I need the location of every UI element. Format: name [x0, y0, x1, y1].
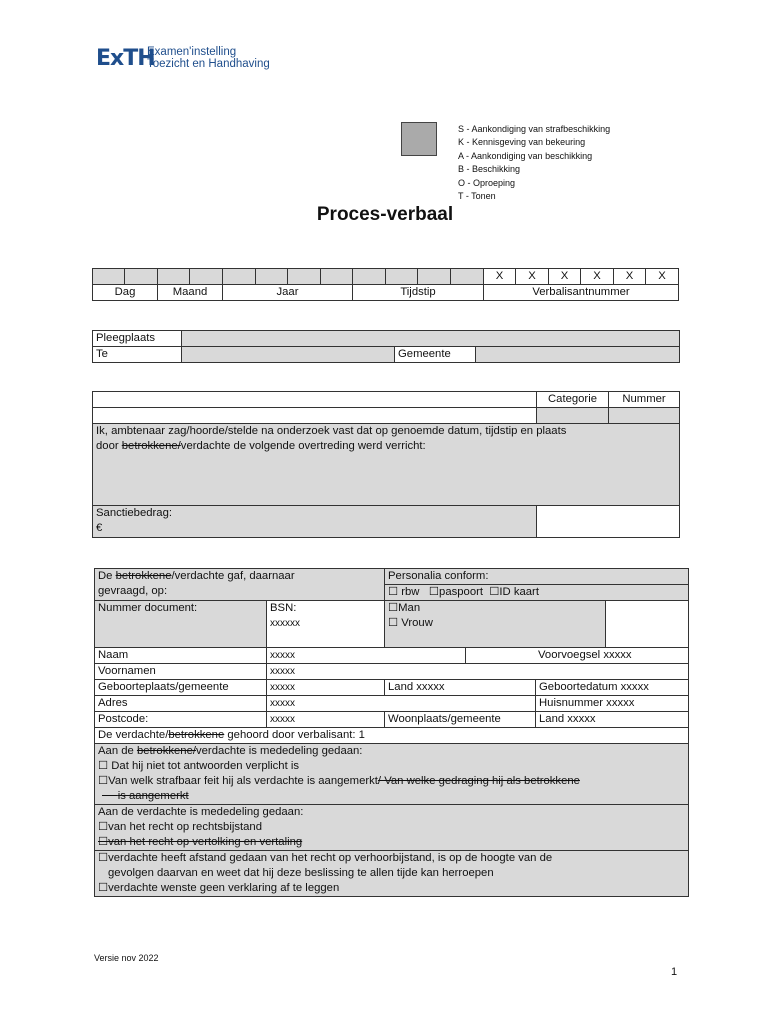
time-cell[interactable] [418, 269, 451, 285]
label-voornamen: Voornamen [95, 664, 267, 680]
adres-value[interactable]: xxxxx [267, 696, 536, 712]
logo-line-2: Toezicht en Handhaving [147, 58, 270, 70]
naam-value[interactable]: xxxxx [267, 648, 466, 664]
sanctiebedrag-value[interactable] [537, 506, 680, 538]
offense-header-blank [93, 392, 537, 408]
date-cell[interactable] [190, 269, 223, 285]
version-footer: Versie nov 2022 [94, 953, 159, 963]
date-table [92, 268, 679, 301]
te-field[interactable] [182, 347, 395, 363]
statement-line-1: Ik, ambtenaar zag/hoorde/stelde na onderzoek vast dat op genoemde datum, tijdstip en plaats [96, 425, 567, 437]
mededeling-head-1 [98, 744, 685, 759]
item-text: is aangemerkt [117, 790, 189, 802]
checkbox-vrouw[interactable]: ☐ Vrouw [388, 617, 433, 629]
label-naam: Naam [95, 648, 267, 664]
label-maand: Maand [158, 285, 223, 301]
date-cell[interactable] [256, 269, 288, 285]
checkbox-id-kaart[interactable]: ☐ID kaart [489, 586, 539, 598]
nummer-field[interactable] [609, 408, 680, 424]
huisnummer-value[interactable]: Huisnummer xxxxx [536, 696, 689, 712]
intro-line-2: gevraagd, op: [98, 585, 168, 597]
strike-text: betrokkene/ [136, 745, 196, 757]
strike-text: betrokkene/ [121, 440, 181, 452]
label-categorie: Categorie [537, 392, 609, 408]
label-postcode: Postcode: [95, 712, 267, 728]
date-cell[interactable] [93, 269, 125, 285]
logo-text [147, 46, 270, 70]
checkbox-paspoort[interactable]: ☐paspoort [428, 586, 483, 598]
mededeling-head-2: Aan de verdachte is mededeling gedaan: [98, 806, 304, 818]
head-text: Aan de [98, 745, 137, 757]
officer-digit: X [516, 269, 549, 285]
label-nummer-document: Nummer document: [95, 601, 267, 648]
afstand-section [95, 851, 689, 897]
gehoord-row [95, 728, 689, 744]
land-value-1[interactable]: Land xxxxx [385, 680, 536, 696]
checkbox-rechtsbijstand[interactable]: ☐van het recht op rechtsbijstand [98, 821, 262, 833]
logo-mark: ExTH [96, 46, 155, 71]
label-voorvoegsel[interactable]: Voorvoegsel xxxxx [466, 648, 689, 664]
gehoord-text: De verdachte/ [98, 729, 169, 741]
afstand-line-2: gevolgen daarvan en weet dat hij deze beslissing te allen tijde kan herroepen [108, 867, 494, 879]
strike-text: betrokkene [115, 570, 172, 582]
checkbox-rbw[interactable]: ☐ rbw [388, 586, 420, 598]
legend-item: S - Aankondiging van strafbeschikking [458, 124, 611, 134]
checkbox-niet-verplicht[interactable]: ☐ Dat hij niet tot antwoorden verplicht is [98, 760, 300, 772]
checkbox-geen-verklaring[interactable]: ☐verdachte wenste geen verklaring af te leggen [98, 882, 340, 894]
label-tijdstip: Tijdstip [353, 285, 484, 301]
intro-text: /verdachte gaf, daarnaar [171, 570, 295, 582]
gemeente-field[interactable] [476, 347, 680, 363]
label-sanctiebedrag: Sanctiebedrag: [96, 507, 172, 519]
time-cell[interactable] [451, 269, 484, 285]
officer-digit: X [646, 269, 679, 285]
item-text: ☐Van welk strafbaar feit hij als verdachte is aangemerkt [98, 775, 378, 787]
land-value-2[interactable]: Land xxxxx [536, 712, 689, 728]
officer-digit: X [581, 269, 614, 285]
statement-text: door [96, 440, 122, 452]
strike-text [98, 789, 685, 804]
head-text: verdachte is mededeling gedaan: [196, 745, 363, 757]
label-geboorteplaats: Geboorteplaats/gemeente [95, 680, 267, 696]
legend-item: K - Kennisgeving van bekeuring [458, 137, 586, 148]
label-personalia: Personalia conform: [385, 569, 689, 585]
officer-digit: X [484, 269, 516, 285]
label-dag: Dag [93, 285, 158, 301]
postcode-value[interactable]: xxxxx [267, 712, 385, 728]
label-te: Te [93, 347, 182, 363]
date-cell[interactable] [125, 269, 158, 285]
code-box[interactable] [401, 122, 437, 156]
personalia-options [385, 585, 689, 601]
time-cell[interactable] [353, 269, 386, 285]
label-verbalisantnummer: Verbalisantnummer [484, 285, 679, 301]
mededeling-section-2 [95, 805, 689, 851]
geboorteplaats-value[interactable]: xxxxx [267, 680, 385, 696]
woonplaats-value[interactable]: Woonplaats/gemeente [385, 712, 536, 728]
page-number: 1 [671, 966, 678, 978]
gehoord-text: gehoord door verbalisant: 1 [224, 729, 365, 741]
label-pleegplaats: Pleegplaats [93, 331, 182, 347]
legend-item: O - Oproeping [458, 177, 516, 188]
checkbox-vertolking[interactable]: ☐van het recht op vertolking en vertaling [98, 836, 303, 848]
date-cell[interactable] [321, 269, 353, 285]
intro-text: De [98, 570, 116, 582]
offense-field[interactable] [93, 408, 537, 424]
label-jaar: Jaar [223, 285, 353, 301]
label-adres: Adres [95, 696, 267, 712]
time-cell[interactable] [386, 269, 418, 285]
geboortedatum-value[interactable]: Geboortedatum xxxxx [536, 680, 689, 696]
offense-table [92, 391, 680, 538]
bsn-value: xxxxxx [270, 618, 300, 629]
officer-digit: X [549, 269, 581, 285]
person-table [94, 568, 689, 897]
checkbox-afstand[interactable]: ☐verdachte heeft afstand gedaan van het recht op verhoorbijstand, is op de hoogte van de [98, 852, 553, 864]
statement-line-2 [96, 439, 676, 454]
label-gemeente: Gemeente [395, 347, 476, 363]
legend-item: B - Beschikking [458, 164, 521, 175]
sanctiebedrag-field[interactable] [93, 506, 537, 538]
checkbox-strafbaar-feit[interactable] [98, 774, 685, 789]
bsn-cell[interactable] [267, 601, 385, 648]
page-title: Proces-verbaal [316, 204, 454, 225]
categorie-field[interactable] [537, 408, 609, 424]
date-cell[interactable] [223, 269, 256, 285]
gender-cell [385, 601, 606, 648]
place-table [92, 330, 680, 363]
logo-line-1: Examen'instelling [147, 46, 237, 58]
label-nummer: Nummer [609, 392, 680, 408]
statement-text: verdachte de volgende overtreding werd verricht: [180, 440, 426, 452]
checkbox-man[interactable]: ☐Man [388, 602, 421, 614]
legend-item: A - Aankondiging van beschikking [458, 150, 593, 161]
gender-extra[interactable] [606, 601, 689, 648]
pleegplaats-field[interactable] [182, 331, 680, 347]
intro-line-1 [98, 569, 381, 584]
label-bsn: BSN: [270, 602, 297, 614]
offense-statement[interactable] [93, 424, 680, 506]
legend-item: T - Tonen [458, 191, 496, 202]
voornamen-value[interactable]: xxxxx [267, 664, 689, 680]
strike-text: / Van welke gedraging hij als betrokkene [377, 775, 580, 787]
euro-symbol: € [96, 522, 103, 534]
date-cell[interactable] [288, 269, 321, 285]
officer-digit: X [614, 269, 646, 285]
date-cell[interactable] [158, 269, 190, 285]
code-legend [458, 123, 610, 203]
strike-text: betrokkene [168, 729, 225, 741]
mededeling-section-1 [95, 744, 689, 805]
intro-cell [95, 569, 385, 601]
